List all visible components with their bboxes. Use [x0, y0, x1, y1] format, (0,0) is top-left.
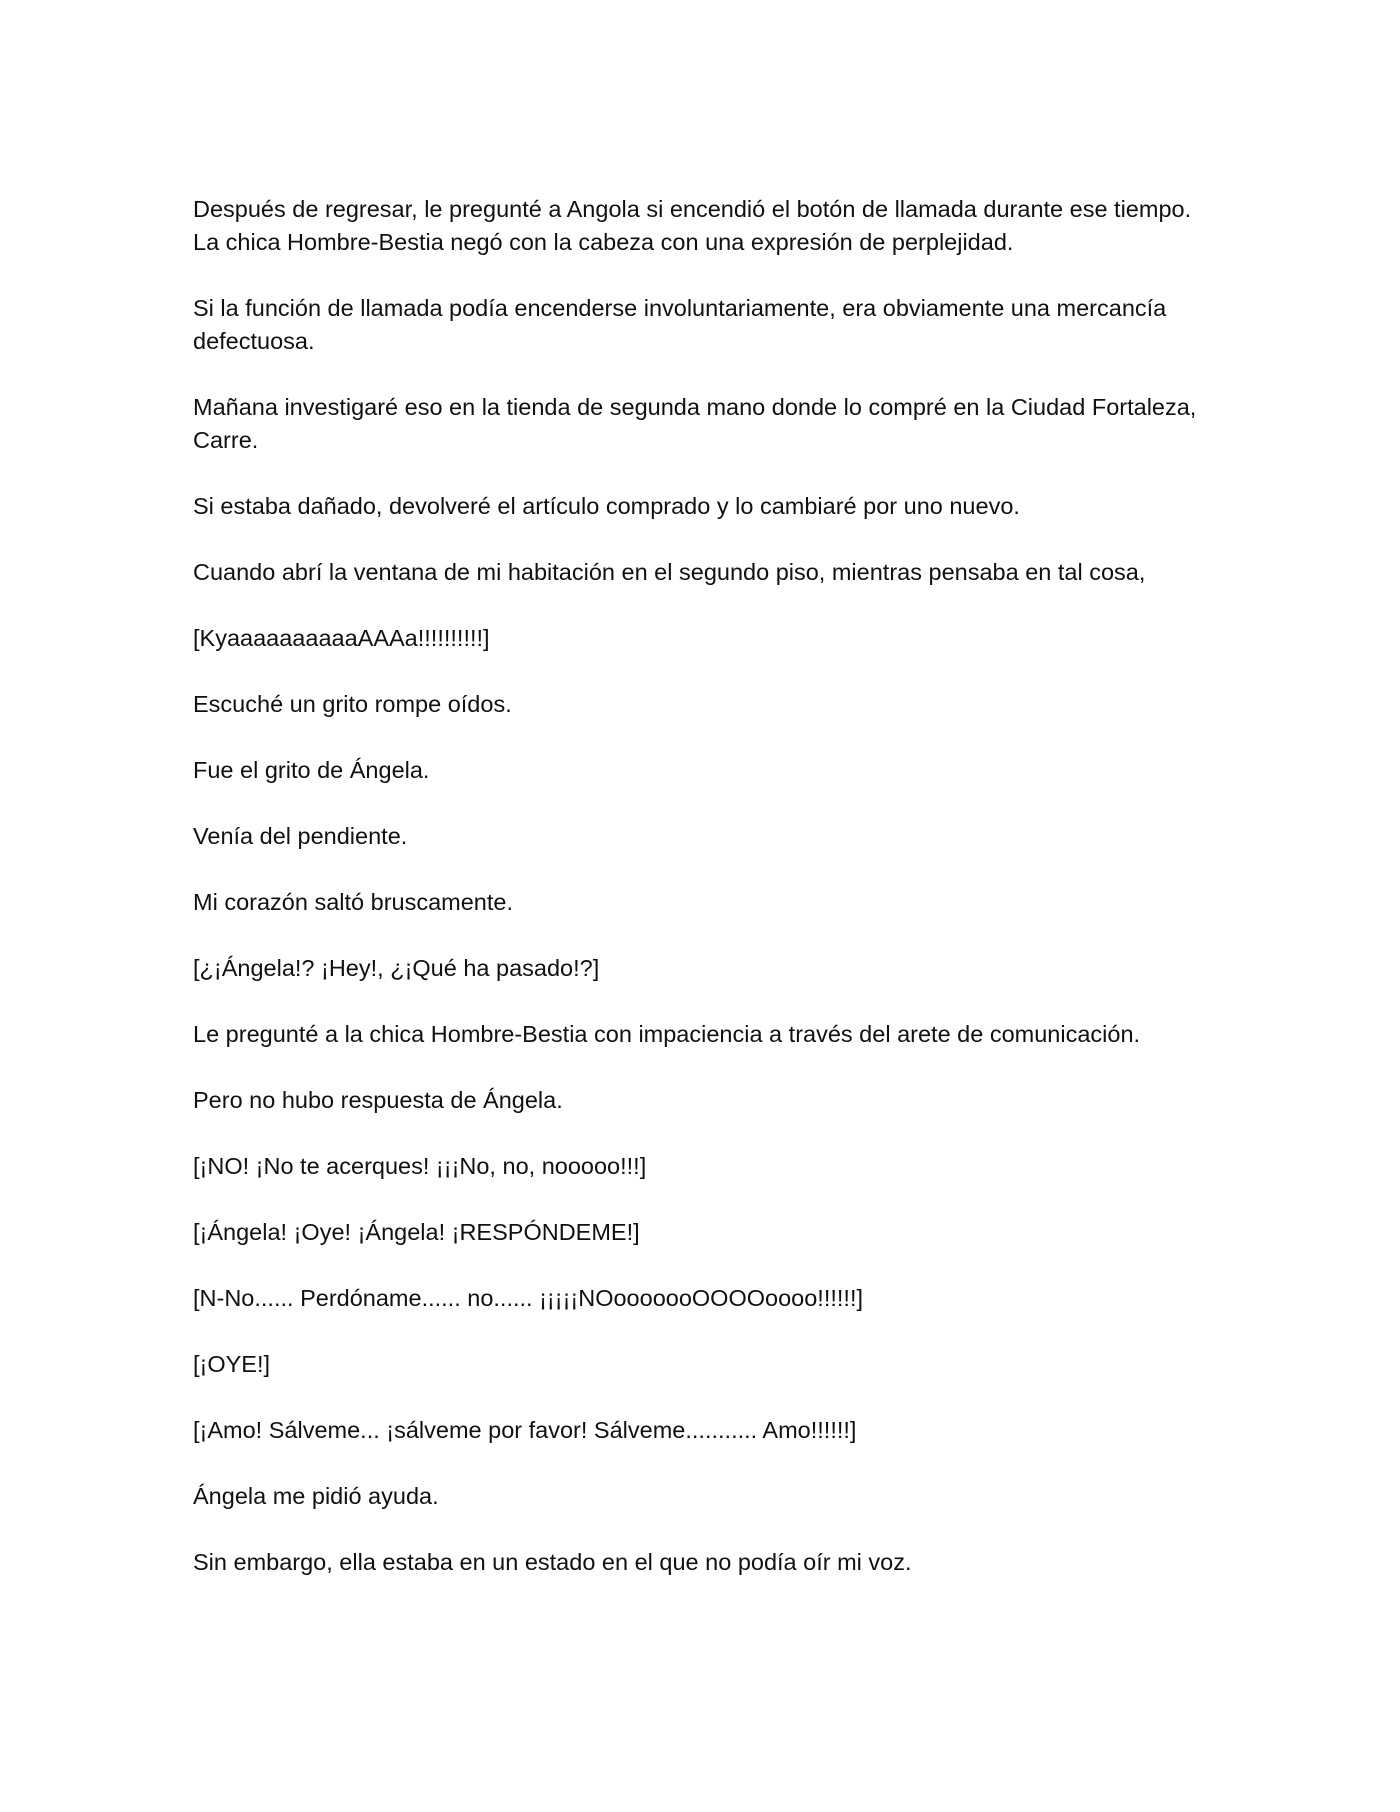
paragraph: Si estaba dañado, devolveré el artículo comprado y lo cambiaré por uno nuevo.	[193, 493, 1020, 519]
paragraph: Le pregunté a la chica Hombre-Bestia con impaciencia a través del arete de comunicación.	[193, 1021, 1141, 1047]
paragraph: Venía del pendiente.	[193, 823, 408, 849]
paragraph: Pero no hubo respuesta de Ángela.	[193, 1087, 563, 1113]
dialogue-line: [N-No...... Perdóname...... no...... ¡¡¡¡¡NOooooooOOOOoooo!!!!!!]	[193, 1285, 864, 1311]
dialogue-line: [¡Amo! Sálveme... ¡sálveme por favor! Sálveme........... Amo!!!!!!]	[193, 1417, 857, 1443]
paragraph: Después de regresar, le pregunté a Angola si encendió el botón de llamada durante ese tiempo. La chica Hombre-Bestia negó con la cabeza con una expresión de perplejidad.	[193, 196, 1192, 255]
paragraph: Mañana investigaré eso en la tienda de segunda mano donde lo compré en la Ciudad Fortaleza, Carre.	[193, 394, 1197, 453]
paragraph: Ángela me pidió ayuda.	[193, 1483, 439, 1509]
dialogue-line: [¿¡Ángela!? ¡Hey!, ¿¡Qué ha pasado!?]	[193, 955, 600, 981]
paragraph: Fue el grito de Ángela.	[193, 757, 430, 783]
document-body	[193, 193, 1213, 1612]
paragraph: Mi corazón saltó bruscamente.	[193, 889, 514, 915]
dialogue-line: [¡OYE!]	[193, 1351, 271, 1377]
paragraph: Si la función de llamada podía encenderse involuntariamente, era obviamente una mercancía defectuosa.	[193, 295, 1167, 354]
dialogue-line: [¡Ángela! ¡Oye! ¡Ángela! ¡RESPÓNDEME!]	[193, 1219, 640, 1245]
dialogue-line: [KyaaaaaaaaaaAAAa!!!!!!!!!!]	[193, 625, 490, 651]
dialogue-line: [¡NO! ¡No te acerques! ¡¡¡No, no, nooooo!!!]	[193, 1153, 647, 1179]
paragraph: Cuando abrí la ventana de mi habitación en el segundo piso, mientras pensaba en tal cosa,	[193, 559, 1146, 585]
paragraph: Sin embargo, ella estaba en un estado en el que no podía oír mi voz.	[193, 1549, 912, 1575]
paragraph: Escuché un grito rompe oídos.	[193, 691, 512, 717]
